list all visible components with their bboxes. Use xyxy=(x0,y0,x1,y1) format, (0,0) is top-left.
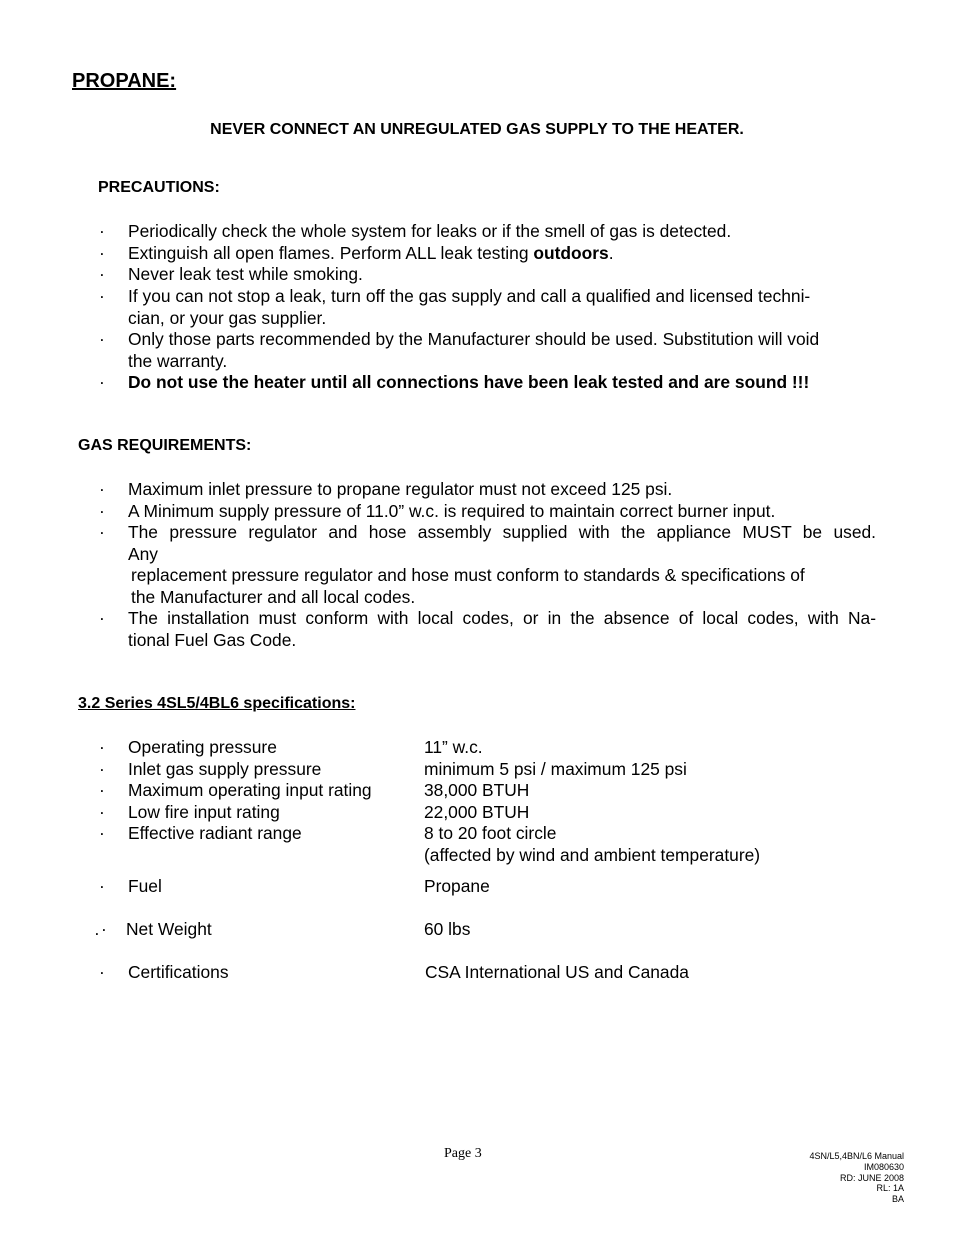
spec-label: Operating pressure xyxy=(128,737,277,757)
spec-value: 38,000 BTUH xyxy=(424,780,530,800)
bullet: · xyxy=(99,737,105,757)
spec-value: 11” w.c. xyxy=(424,737,483,757)
warning-banner: NEVER CONNECT AN UNREGULATED GAS SUPPLY TO THE HEATER. xyxy=(210,121,744,138)
list-item-text: Maximum inlet pressure to propane regulator must not exceed 125 psi. xyxy=(128,479,673,499)
spec-label: Certifications xyxy=(128,962,229,982)
list-item-text: tional Fuel Gas Code. xyxy=(128,629,297,650)
document-title: 4SN/L5,4BN/L6 Manual xyxy=(809,1151,904,1161)
bullet: · xyxy=(99,286,105,306)
list-item-text: Never leak test while smoking. xyxy=(128,264,363,284)
author-initials: BA xyxy=(891,1194,904,1205)
spec-value: 8 to 20 foot circle xyxy=(424,823,557,843)
bullet: · xyxy=(99,522,105,542)
list-item-text: Periodically check the whole system for leaks or if the smell of gas is detected. xyxy=(128,221,732,241)
bullet: · xyxy=(99,780,105,800)
bullet: · xyxy=(101,919,107,939)
document-meta xyxy=(754,1151,904,1205)
document-code: IM080630 xyxy=(863,1161,904,1172)
spec-label: Effective radiant range xyxy=(128,823,302,843)
list-item-text: the Manufacturer and all local codes. xyxy=(131,587,416,607)
specifications-heading: 3.2 Series 4SL5/4BL6 specifications: xyxy=(78,695,356,712)
list-item-text: replacement pressure regulator and hose must conform to standards & specifications of xyxy=(131,565,805,585)
bullet: · xyxy=(99,876,105,896)
page-number: Page 3 xyxy=(444,1146,482,1161)
spec-label: Low fire input rating xyxy=(128,802,280,822)
spec-label: Maximum operating input rating xyxy=(128,780,372,800)
list-item-text: cian, or your gas supplier. xyxy=(128,307,327,328)
list-item-text: The pressure regulator and hose assembly supplied with the appliance MUST be used. xyxy=(128,522,876,542)
list-item-text: The installation must conform with local codes, or in the absence of local codes, with Na- xyxy=(128,608,876,628)
list-item-text: Any xyxy=(128,543,158,564)
bullet: · xyxy=(99,242,105,263)
bullet: · xyxy=(99,221,105,241)
precautions-heading: PRECAUTIONS: xyxy=(98,179,220,196)
bullet: · xyxy=(94,923,100,943)
spec-value: (affected by wind and ambient temperature) xyxy=(424,845,761,865)
list-item-text: A Minimum supply pressure of 11.0” w.c. is required to maintain correct burner input. xyxy=(128,500,776,521)
bullet: · xyxy=(99,329,105,349)
bullet: · xyxy=(99,823,105,843)
bullet: · xyxy=(99,962,105,982)
list-item-text: Only those parts recommended by the Manufacturer should be used. Substitution will void xyxy=(128,329,820,349)
bullet: · xyxy=(99,802,105,822)
spec-label: Inlet gas supply pressure xyxy=(128,759,322,779)
revision-level: RL: 1A xyxy=(876,1183,904,1194)
bullet: · xyxy=(99,500,105,521)
gas-requirements-heading: GAS REQUIREMENTS: xyxy=(78,437,252,454)
bullet: · xyxy=(99,371,105,392)
emphasis-text: outdoors xyxy=(533,242,609,263)
list-item-text: Do not use the heater until all connections have been leak tested and are sound !!! xyxy=(128,371,810,392)
spec-value: CSA International US and Canada xyxy=(425,962,689,982)
spec-value: 22,000 BTUH xyxy=(424,802,530,822)
bullet: · xyxy=(99,479,105,499)
spec-label: Fuel xyxy=(128,876,162,896)
list-item-text: Extinguish all open flames. Perform ALL leak testing outdoors. xyxy=(128,242,614,263)
spec-label: Net Weight xyxy=(126,919,212,939)
page-title: PROPANE: xyxy=(72,70,177,92)
spec-value: 60 lbs xyxy=(424,919,471,939)
spec-value: Propane xyxy=(424,876,490,896)
bullet: · xyxy=(99,759,105,779)
bullet: · xyxy=(99,608,105,628)
bullet: · xyxy=(99,264,105,284)
spec-value: minimum 5 psi / maximum 125 psi xyxy=(424,759,687,779)
revision-date: RD: JUNE 2008 xyxy=(839,1172,904,1183)
list-item-text: If you can not stop a leak, turn off the gas supply and call a qualified and licensed techni- xyxy=(128,286,811,306)
list-item-text: the warranty. xyxy=(128,350,228,371)
